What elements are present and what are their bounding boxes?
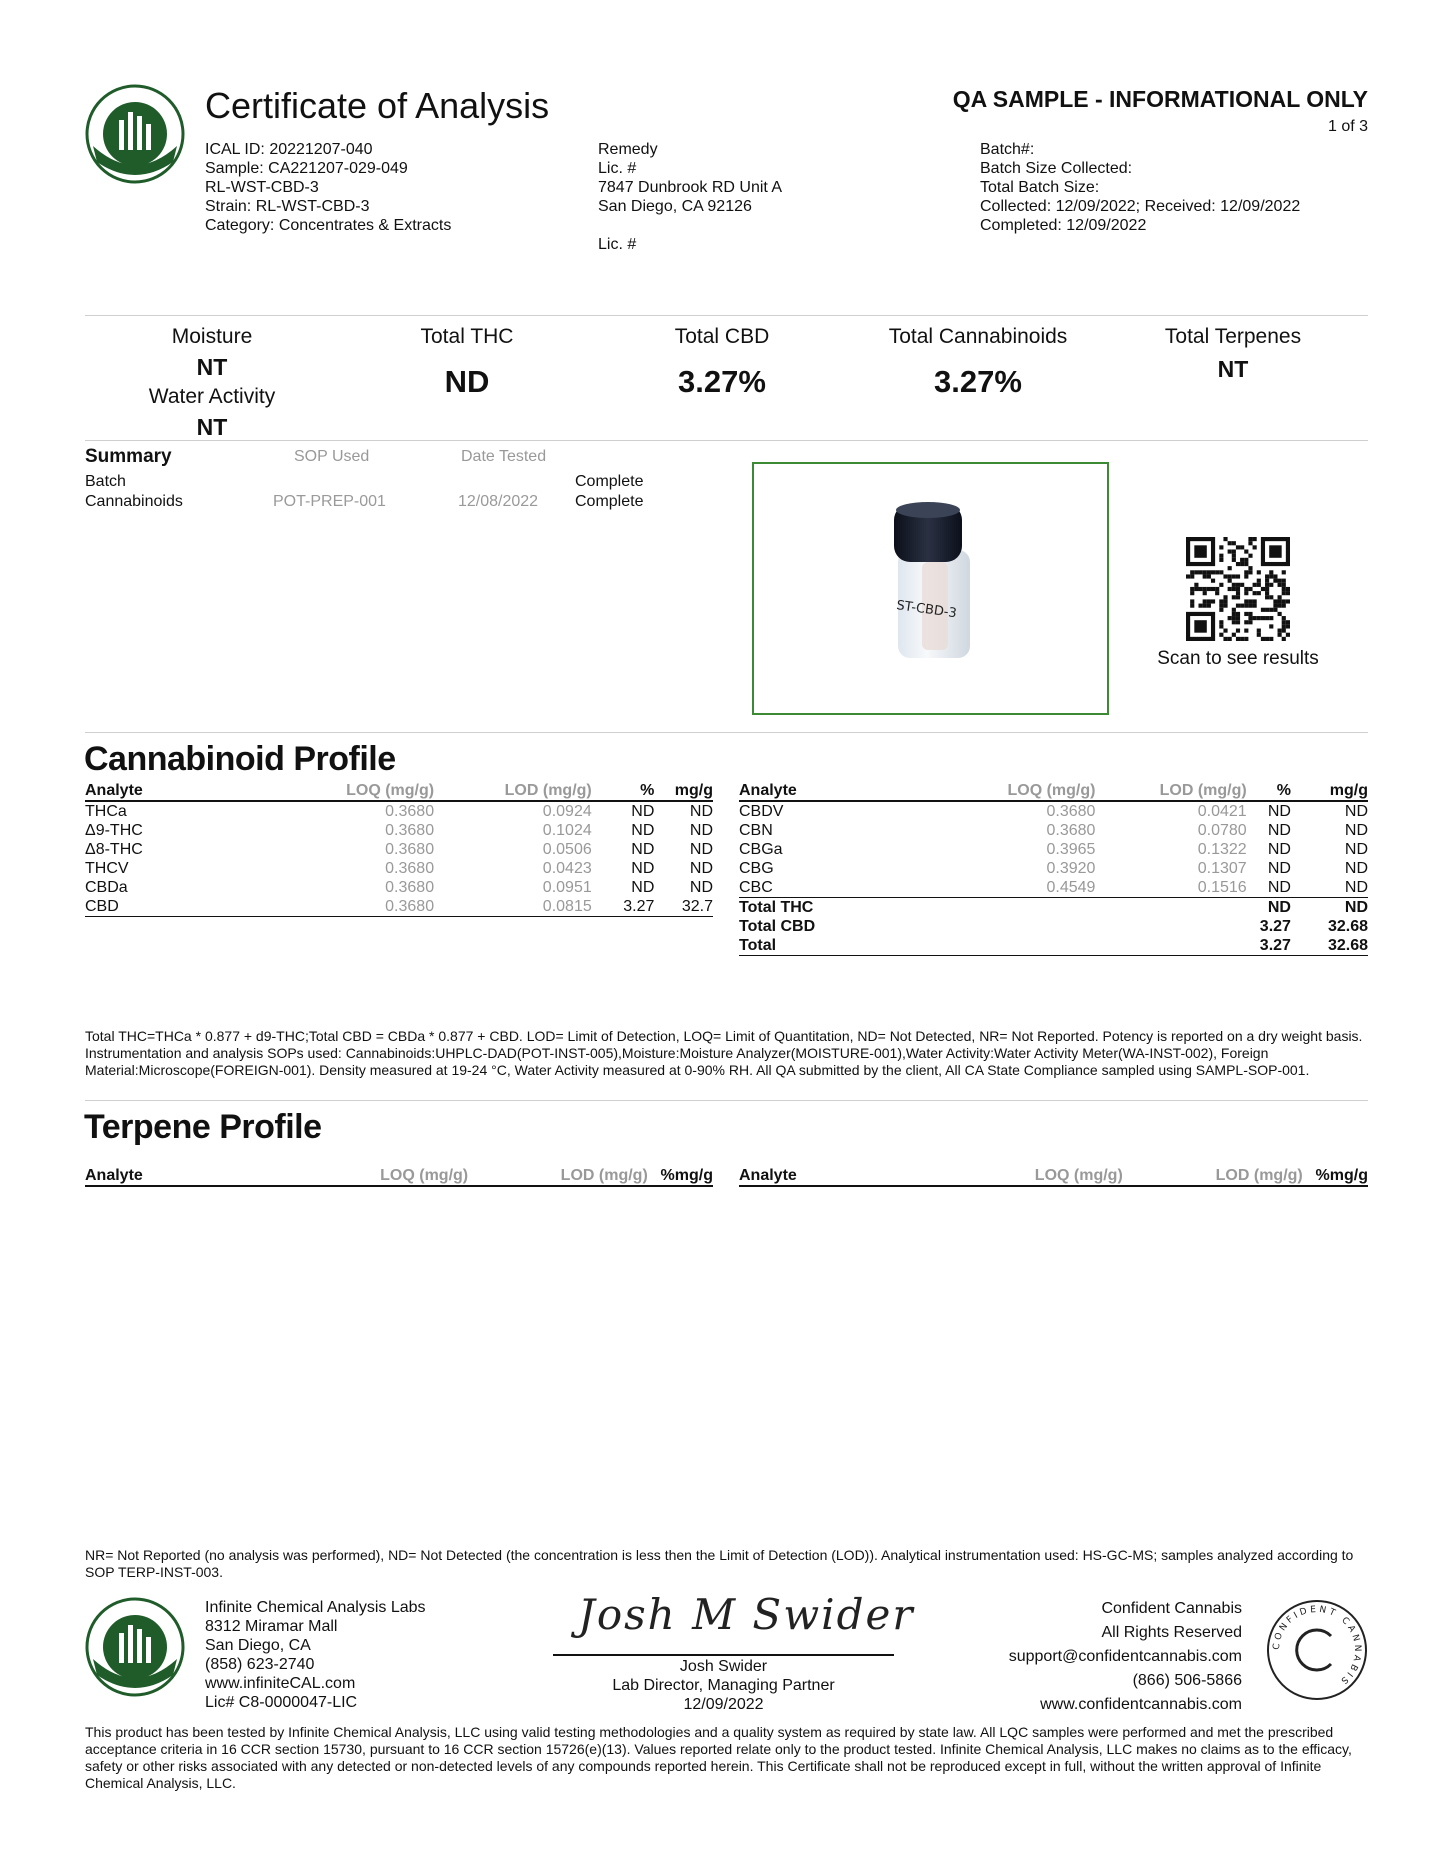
lab-logo-footer xyxy=(85,1597,185,1697)
divider xyxy=(85,315,1368,316)
table-row xyxy=(85,840,713,859)
lod-cell xyxy=(1095,917,1246,936)
signature: Josh M Swider xyxy=(578,1590,915,1639)
loq-cell: 0.3920 xyxy=(1046,859,1096,877)
lod-cell: 0.1516 xyxy=(1095,878,1246,898)
table-row xyxy=(85,801,713,821)
page-indicator: 1 of 3 xyxy=(1327,118,1368,135)
divider xyxy=(85,440,1368,441)
percent-cell: ND xyxy=(1267,802,1291,820)
qr-caption: Scan to see results xyxy=(1157,648,1319,669)
analyte-cell: Δ9-THC xyxy=(85,821,143,839)
percent-cell: 3.27 xyxy=(592,897,655,917)
mgg-cell: ND xyxy=(689,859,713,877)
table-row xyxy=(739,801,1368,821)
loq-cell: 0.3965 xyxy=(1046,840,1096,858)
sop-header: SOP Used xyxy=(294,448,370,465)
mgg-cell: ND xyxy=(1344,802,1368,820)
summary-row: Cannabinoids POT-PREP-001 12/08/2022 Complete xyxy=(85,493,644,510)
analyte-cell: Total CBD xyxy=(739,917,816,935)
table-row xyxy=(85,821,713,840)
percent-cell: 3.27 xyxy=(1247,936,1291,956)
analyte-cell: THCV xyxy=(85,859,129,877)
table-header: Analyte LOQ (mg/g) LOD (mg/g) % mg/g xyxy=(739,1167,1368,1184)
mgg-cell: ND xyxy=(689,840,713,858)
mgg-cell: ND xyxy=(689,878,713,896)
cannabinoid-footnote: Total THC=THCa * 0.877 + d9-THC;Total CBD = CBDa * 0.877 + CBD. LOD= Limit of Detection, LOQ= Limit of Quantitation, ND= Not Detected, NR= Not Reported. Potency is reported on a dry weight basis. Instrumentation and analysis SOPs used: Cannabinoids:UHPLC-DAD(POT-INST-005),Moisture:Moisture Analyzer(MOISTURE-001),Water Activity:Water Activity Meter(WA-INST-002), Foreign Material:Microscope(FOREIGN-001). Density measured at 19-24 °C, Water Activity measured at 0-90% RH. All QA submitted by the client, All CA State Compliance sampled using SAMPL-SOP-001. xyxy=(85,1028,1363,1078)
mgg-cell: 32.68 xyxy=(1327,917,1368,935)
table-header: Analyte LOQ (mg/g) LOD (mg/g) % mg/g xyxy=(739,782,1368,799)
percent-cell: 3.27 xyxy=(1259,917,1291,935)
terpene-footnote: NR= Not Reported (no analysis was performed), ND= Not Detected (the concentration is less then the Limit of Detection (LOD)). Analytical instrumentation used: HS-GC-MS; samples analyzed according to SOP TERP-INST-003. xyxy=(85,1547,1354,1580)
loq-cell: 0.4549 xyxy=(869,878,1095,898)
analyte-cell: CBG xyxy=(739,859,774,877)
analyte-cell: CBGa xyxy=(739,840,783,858)
terpene-table-right xyxy=(739,1167,1368,1187)
cannabinoid-table-right xyxy=(739,782,1368,956)
lod-cell xyxy=(1095,898,1246,918)
analyte-cell: CBDV xyxy=(739,802,784,820)
mgg-cell: ND xyxy=(1291,878,1368,898)
signature-line xyxy=(553,1654,894,1656)
batch-info: Batch#: Batch Size Collected: Total Batch Size: Collected: 12/09/2022; Received: 12/09/2022 Completed: 12/09/2022 xyxy=(980,141,1301,234)
percent-cell: ND xyxy=(631,859,655,877)
table-row xyxy=(739,859,1368,878)
total-row xyxy=(739,936,1368,956)
loq-cell xyxy=(869,936,1095,956)
terpene-table-left xyxy=(85,1167,713,1187)
loq-cell: 0.3680 xyxy=(1046,802,1096,820)
lod-cell: 0.1024 xyxy=(542,821,592,839)
total-row xyxy=(739,917,1368,936)
total-row xyxy=(739,898,1368,918)
percent-cell: ND xyxy=(1267,859,1291,877)
analyte-cell: Total THC xyxy=(739,898,814,916)
lod-cell: 0.1307 xyxy=(1197,859,1247,877)
disclaimer: This product has been tested by Infinite Chemical Analysis, LLC using valid testing methodologies and a quality system as required by state law. All LQC samples were performed and met the prescribed acceptance criteria in 16 CCR section 15730, pursuant to 16 CCR section 15726(e)(13). Values reported relate only to the product tested. Infinite Chemical Analysis, LLC makes no claims as to the efficacy, safety or other risks associated with any detected or non-detected levels of any compounds reported herein. This Certificate shall not be reproduced except in full, without the written approval of Infinite Chemical Analysis, LLC. xyxy=(85,1724,1352,1791)
loq-cell: 0.3680 xyxy=(385,840,435,858)
mgg-cell: ND xyxy=(1344,859,1368,877)
percent-cell: ND xyxy=(631,840,655,858)
lod-cell: 0.0421 xyxy=(1197,802,1247,820)
cannabinoid-table-left xyxy=(85,782,713,917)
lab-logo xyxy=(85,84,185,184)
loq-cell: 0.3680 xyxy=(385,802,435,820)
metric-total-terpenes: Total Terpenes NT xyxy=(1164,325,1302,382)
table-header: Analyte LOQ (mg/g) LOD (mg/g) % mg/g xyxy=(85,782,713,799)
vial-label: ST-CBD-3 xyxy=(895,598,958,622)
percent-cell: ND xyxy=(1267,898,1291,916)
loq-cell xyxy=(869,898,1095,918)
table-header: Analyte LOQ (mg/g) LOD (mg/g) % mg/g xyxy=(85,1167,713,1184)
percent-cell: ND xyxy=(1267,840,1291,858)
table-row xyxy=(739,821,1368,840)
loq-cell: 0.3680 xyxy=(385,859,435,877)
terpene-profile-title: Terpene Profile xyxy=(84,1108,322,1146)
document-title: Certificate of Analysis xyxy=(205,85,550,126)
qa-banner: QA SAMPLE - INFORMATIONAL ONLY xyxy=(952,86,1368,112)
metric-total-cbd: Total CBD 3.27% xyxy=(674,325,770,399)
lod-cell: 0.0951 xyxy=(542,878,592,896)
loq-cell xyxy=(869,917,1095,936)
analyte-cell: CBDa xyxy=(85,878,128,896)
summary-row: Batch Complete xyxy=(85,473,644,490)
summary-title: Summary xyxy=(85,446,172,467)
date-header: Date Tested xyxy=(461,448,547,465)
mgg-cell: 32.68 xyxy=(1291,936,1368,956)
table-row xyxy=(85,878,713,897)
percent-cell: ND xyxy=(1247,878,1291,898)
mgg-cell: ND xyxy=(1344,821,1368,839)
svg-text:CONFIDENT CANNABIS: CONFIDENT CANNABIS xyxy=(1271,1604,1363,1688)
lod-cell: 0.1322 xyxy=(1197,840,1247,858)
percent-cell: ND xyxy=(631,821,655,839)
loq-cell: 0.3680 xyxy=(1046,821,1096,839)
analyte-cell: THCa xyxy=(85,802,127,820)
analyte-cell: CBC xyxy=(739,878,869,898)
loq-cell: 0.3680 xyxy=(385,821,435,839)
lod-cell xyxy=(1095,936,1246,956)
confident-cannabis-seal xyxy=(1265,1598,1369,1707)
sample-photo xyxy=(752,462,1109,715)
lod-cell: 0.0815 xyxy=(434,897,592,917)
analyte-cell: Δ8-THC xyxy=(85,840,143,858)
percent-cell: ND xyxy=(1267,821,1291,839)
mgg-cell: ND xyxy=(1344,898,1368,916)
table-row xyxy=(739,878,1368,898)
table-row xyxy=(739,840,1368,859)
signer-block: Josh Swider Lab Director, Managing Partner 12/09/2022 xyxy=(612,1658,835,1713)
analyte-cell: CBD xyxy=(85,897,196,917)
lod-cell: 0.0506 xyxy=(542,840,592,858)
metric-total-cannabinoids: Total Cannabinoids 3.27% xyxy=(888,325,1068,399)
metric-moisture: Moisture NT Water Activity NT xyxy=(148,325,276,440)
lod-cell: 0.0780 xyxy=(1197,821,1247,839)
lod-cell: 0.0423 xyxy=(542,859,592,877)
lab-address: Infinite Chemical Analysis Labs 8312 Miramar Mall San Diego, CA (858) 623-2740 www.infiniteCAL.com Lic# C8-0000047-LIC xyxy=(205,1599,426,1711)
percent-cell: ND xyxy=(631,802,655,820)
table-row xyxy=(85,897,713,917)
qr-code xyxy=(1186,537,1290,641)
analyte-cell: Total xyxy=(739,936,869,956)
cannabinoid-profile-title: Cannabinoid Profile xyxy=(84,740,396,778)
divider xyxy=(85,1100,1368,1101)
mgg-cell: ND xyxy=(689,802,713,820)
divider xyxy=(85,732,1368,733)
sample-info: ICAL ID: 20221207-040 Sample: CA221207-029-049 RL-WST-CBD-3 Strain: RL-WST-CBD-3 Category: Concentrates & Extracts xyxy=(205,141,452,234)
metric-total-thc: Total THC ND xyxy=(420,325,514,399)
mgg-cell: 32.7 xyxy=(654,897,713,917)
lod-cell: 0.0924 xyxy=(542,802,592,820)
analyte-cell: CBN xyxy=(739,821,773,839)
mgg-cell: ND xyxy=(689,821,713,839)
loq-cell: 0.3680 xyxy=(385,878,435,896)
client-info: Remedy Lic. # 7847 Dunbrook RD Unit A San Diego, CA 92126 Lic. # xyxy=(598,141,783,253)
table-row xyxy=(85,859,713,878)
loq-cell: 0.3680 xyxy=(196,897,434,917)
mgg-cell: ND xyxy=(1344,840,1368,858)
confident-cannabis-info: Confident Cannabis All Rights Reserved support@confidentcannabis.com (866) 506-5866 www.confidentcannabis.com xyxy=(1008,1600,1242,1713)
percent-cell: ND xyxy=(631,878,655,896)
